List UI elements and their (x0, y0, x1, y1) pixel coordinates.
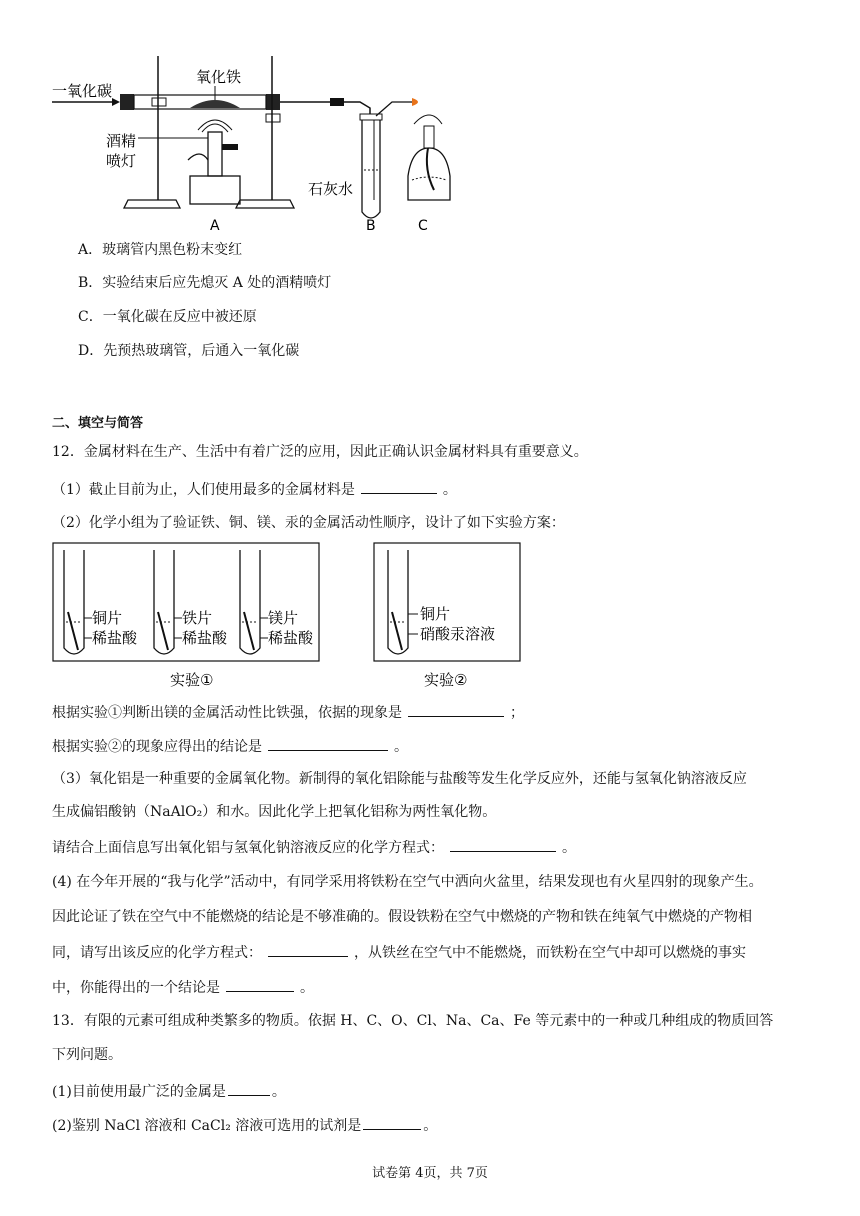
lamp-label-2: 喷灯 (106, 152, 137, 170)
q12-judge1 (52, 702, 524, 723)
option-d (78, 341, 299, 361)
answer-blank[interactable] (450, 837, 556, 852)
q13-part2 (52, 1115, 437, 1136)
tube-b (362, 120, 380, 218)
answer-blank[interactable] (408, 702, 504, 717)
q12-judge1-text: 根据实验①判断出镁的金属活动性比铁强，依据的现象是 (52, 705, 402, 721)
limewater-label: 石灰水 (308, 180, 354, 198)
label-b: B (366, 218, 376, 234)
tube-1-metal-label: 铜片 (92, 609, 123, 627)
answer-blank[interactable] (361, 479, 437, 494)
option-text: 玻璃管内黑色粉末变红 (102, 242, 243, 258)
q12-judge1-end: ； (510, 705, 524, 721)
answer-blank[interactable] (226, 977, 294, 992)
lamp-arm (188, 154, 208, 160)
q12-part4-line2: 因此论证了铁在空气中不能燃烧的结论是不够准确的。假设铁粉在空气中燃烧的产物和铁在纯氧气中燃烧的产物相 (52, 909, 752, 925)
test-tube-exp2 (388, 550, 418, 654)
left-clamp (152, 98, 166, 106)
answer-blank[interactable] (268, 736, 388, 751)
hose-joint (330, 98, 344, 106)
q12-part4-end: 。 (300, 980, 314, 996)
option-a (78, 240, 242, 260)
exp2-metal-label: 铜片 (420, 605, 451, 623)
q12-part3-line1: （3）氧化铝是一种重要的金属氧化物。新制得的氧化铝除能与盐酸等发生化学反应外，还能与氢氧化钠溶液反应 (52, 771, 747, 787)
option-text: 一氧化碳在反应中被还原 (102, 309, 257, 325)
q12-part1-end: 。 (442, 482, 457, 498)
q12-part3-text: 请结合上面信息写出氧化铝与氢氧化钠溶液反应的化学方程式： (52, 840, 444, 856)
fe2o3-label: 氧化铁 (196, 68, 242, 86)
lamp-label-1: 酒精 (106, 132, 137, 150)
test-tube-2 (154, 550, 182, 654)
q12-part3-line2: 生成偏铝酸钠（NaAlO₂）和水。因此化学上把氧化铝称为两性氧化物。 (52, 804, 497, 820)
q12-judge2-end: 。 (394, 739, 408, 755)
tube-1-acid-label: 稀盐酸 (92, 629, 138, 647)
tube-2-acid-label: 稀盐酸 (182, 629, 228, 647)
exp2-solution-label: 硝酸汞溶液 (420, 625, 496, 643)
experiment-2-box (374, 543, 520, 661)
option-letter: A． (78, 242, 103, 258)
tube-2-metal-label: 铁片 (182, 609, 213, 627)
option-letter: D． (78, 343, 104, 359)
q12-part4-line3 (52, 942, 746, 963)
option-letter: B． (78, 275, 103, 291)
option-b (78, 273, 331, 293)
left-stopper (120, 94, 134, 110)
right-stopper (266, 94, 280, 110)
co-reduction-apparatus-figure (40, 40, 460, 240)
q13-stem-line2: 下列问题。 (52, 1047, 122, 1063)
right-stand-base (236, 200, 294, 208)
q12-judge2-text: 根据实验②的现象应得出的结论是 (52, 739, 262, 755)
q13-part1 (52, 1081, 286, 1102)
tube-3-acid-label: 稀盐酸 (268, 629, 314, 647)
lamp-c-wick (424, 126, 434, 148)
lamp-flame (198, 120, 232, 130)
lamp-base (190, 176, 240, 204)
lamp-valve (222, 144, 238, 150)
tube-b-stopper (360, 114, 382, 120)
experiment-figure (52, 542, 522, 692)
q12-part4-text-c: 中，你能得出的一个结论是 (52, 980, 220, 996)
label-c: C (418, 218, 428, 234)
option-text: 先预热玻璃管，后通入一氧化碳 (103, 343, 300, 359)
left-stand-base (124, 200, 180, 208)
lamp-column (208, 132, 222, 176)
option-text: 实验结束后应先熄灭 A 处的酒精喷灯 (102, 275, 332, 291)
experiment-2-caption: 实验② (424, 671, 468, 689)
q12-part2: （2）化学小组为了验证铁、铜、镁、汞的金属活动性顺序，设计了如下实验方案： (52, 515, 565, 531)
right-clamp (266, 114, 280, 122)
q12-part4-text-a: 同，请写出该反应的化学方程式： (52, 945, 262, 961)
q13-part2-text: (2)鉴别 NaCl 溶液和 CaCl₂ 溶液可选用的试剂是 (52, 1118, 362, 1134)
q12-part3-end: 。 (562, 840, 576, 856)
label-a: A (210, 218, 220, 234)
q13-part2-end: 。 (423, 1118, 438, 1134)
answer-blank[interactable] (228, 1081, 270, 1096)
co-arrow-head (112, 98, 120, 106)
lamp-flame-inner (202, 124, 228, 132)
q12-stem: 12．金属材料在生产、生活中有着广泛的应用，因此正确认识金属材料具有重要意义。 (52, 444, 588, 460)
section-title: 二、填空与简答 (52, 416, 144, 431)
lamp-c-flame (414, 115, 442, 124)
q12-part4-text-b: ，从铁丝在空气中不能燃烧，而铁粉在空气中却可以燃烧的事实 (354, 945, 746, 961)
q12-part3-line3 (52, 837, 576, 858)
lamp-c-wick-inside (427, 148, 434, 190)
q12-judge2 (52, 736, 408, 757)
q13-part1-text: (1)目前使用最广泛的金属是 (52, 1084, 226, 1100)
exhaust-flame (412, 98, 418, 106)
answer-blank[interactable] (268, 942, 348, 957)
q12-part1-text: （1）截止目前为止，人们使用最多的金属材料是 (52, 482, 355, 498)
test-tube-3 (240, 550, 268, 654)
iron-oxide-powder (190, 100, 240, 108)
page-footer: 试卷第 4页，共 7页 (372, 1166, 488, 1181)
option-c (78, 307, 257, 327)
co-label: 一氧化碳 (52, 82, 113, 100)
test-tube-1 (64, 550, 92, 654)
option-letter: C． (78, 309, 103, 325)
q12-part4-line4 (52, 977, 314, 998)
answer-blank[interactable] (363, 1115, 421, 1130)
experiment-1-caption: 实验① (170, 671, 214, 689)
q13-part1-end: 。 (271, 1084, 286, 1100)
outlet-tube (280, 102, 370, 114)
q13-stem-line1: 13．有限的元素可组成种类繁多的物质。依据 H、C、O、Cl、Na、Ca、Fe 等元素中的一种或几种组成的物质回答 (52, 1013, 774, 1029)
q12-part1 (52, 479, 457, 500)
q12-part4-line1: (4) 在今年开展的“我与化学”活动中，有同学采用将铁粉在空气中洒向火盆里，结果发现也有火星四射的现象产生。 (52, 874, 763, 890)
tube-3-metal-label: 镁片 (268, 609, 299, 627)
